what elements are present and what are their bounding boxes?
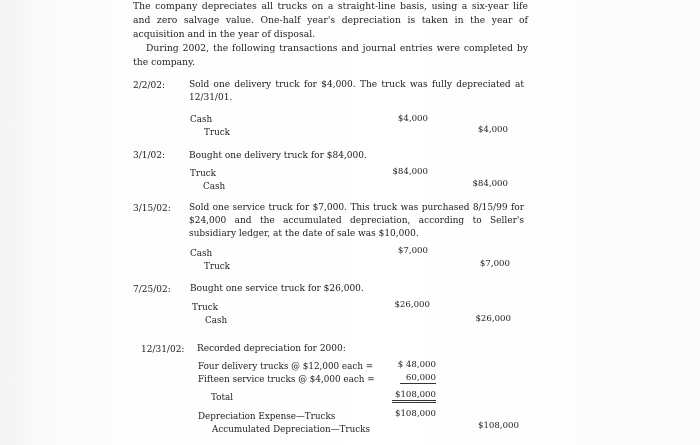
depreciation-total-amount: $108,000	[392, 390, 436, 403]
transaction-3-credit-account: Truck	[204, 262, 230, 272]
transaction-4-credit-amount: $26,000	[475, 314, 511, 324]
depreciation-line-delivery: Four delivery trucks @ $12,000 each =	[198, 362, 374, 372]
transaction-5-date: 12/31/02:	[141, 345, 185, 355]
transaction-3-credit-amount: $7,000	[479, 259, 510, 269]
transaction-3-date: 3/15/02:	[133, 204, 171, 214]
depreciation-line-service: Fifteen service trucks @ $4,000 each =	[198, 375, 375, 385]
transaction-3-debit-account: Cash	[190, 249, 213, 259]
transaction-2-credit-account: Cash	[203, 182, 226, 192]
transaction-4-credit-account: Cash	[205, 316, 228, 326]
transaction-2-date: 3/1/02:	[133, 151, 166, 161]
intro-paragraph-2: During 2002, the following transactions and journal entries were completed by the company.	[133, 43, 528, 68]
intro-paragraph-1: The company depreciates all trucks on a straight-line basis, using a six-year life and zero salvage value. One-half year's depreciation is taken in the year of acquisition and in the year of disposal.	[133, 1, 528, 40]
transaction-2-description: Bought one delivery truck for $84,000.	[189, 151, 367, 161]
depreciation-amount-delivery: $ 48,000	[397, 360, 436, 370]
transaction-2-debit-account: Truck	[190, 169, 216, 179]
transaction-1-credit-amount: $4,000	[477, 125, 508, 135]
depreciation-total-label: Total	[211, 393, 234, 403]
transaction-2-credit-amount: $84,000	[472, 179, 508, 189]
transaction-1-date: 2/2/02:	[133, 81, 166, 91]
transaction-4-date: 7/25/02:	[133, 285, 171, 295]
transaction-5-credit-account: Accumulated Depreciation—Trucks	[212, 425, 371, 435]
transaction-3-debit-amount: $7,000	[397, 246, 428, 256]
intro-text	[133, 0, 528, 70]
transaction-3-description: Sold one service truck for $7,000. This truck was purchased 8/15/99 for $24,000 and the accumulated depreciation, according to Seller's subsidiary ledger, at the date of sale was $10,000.	[189, 203, 524, 239]
transaction-1-debit-account: Cash	[190, 115, 213, 125]
transaction-5-debit-account: Depreciation Expense—Trucks	[198, 412, 336, 422]
transaction-5-credit-amount: $108,000	[477, 421, 519, 431]
depreciation-amount-service: 60,000	[400, 373, 436, 384]
transaction-5-description: Recorded depreciation for 2000:	[197, 344, 346, 354]
transaction-4-debit-amount: $26,000	[394, 300, 430, 310]
transaction-4-debit-account: Truck	[192, 303, 218, 313]
transaction-4-description: Bought one service truck for $26,000.	[190, 284, 364, 294]
transaction-1-description: Sold one delivery truck for $4,000. The truck was fully depreciated at 12/31/01.	[189, 80, 524, 103]
transaction-1-credit-account: Truck	[204, 128, 230, 138]
transaction-5-debit-amount: $108,000	[394, 409, 436, 419]
transaction-1-debit-amount: $4,000	[397, 114, 428, 124]
transaction-2-debit-amount: $84,000	[392, 167, 428, 177]
